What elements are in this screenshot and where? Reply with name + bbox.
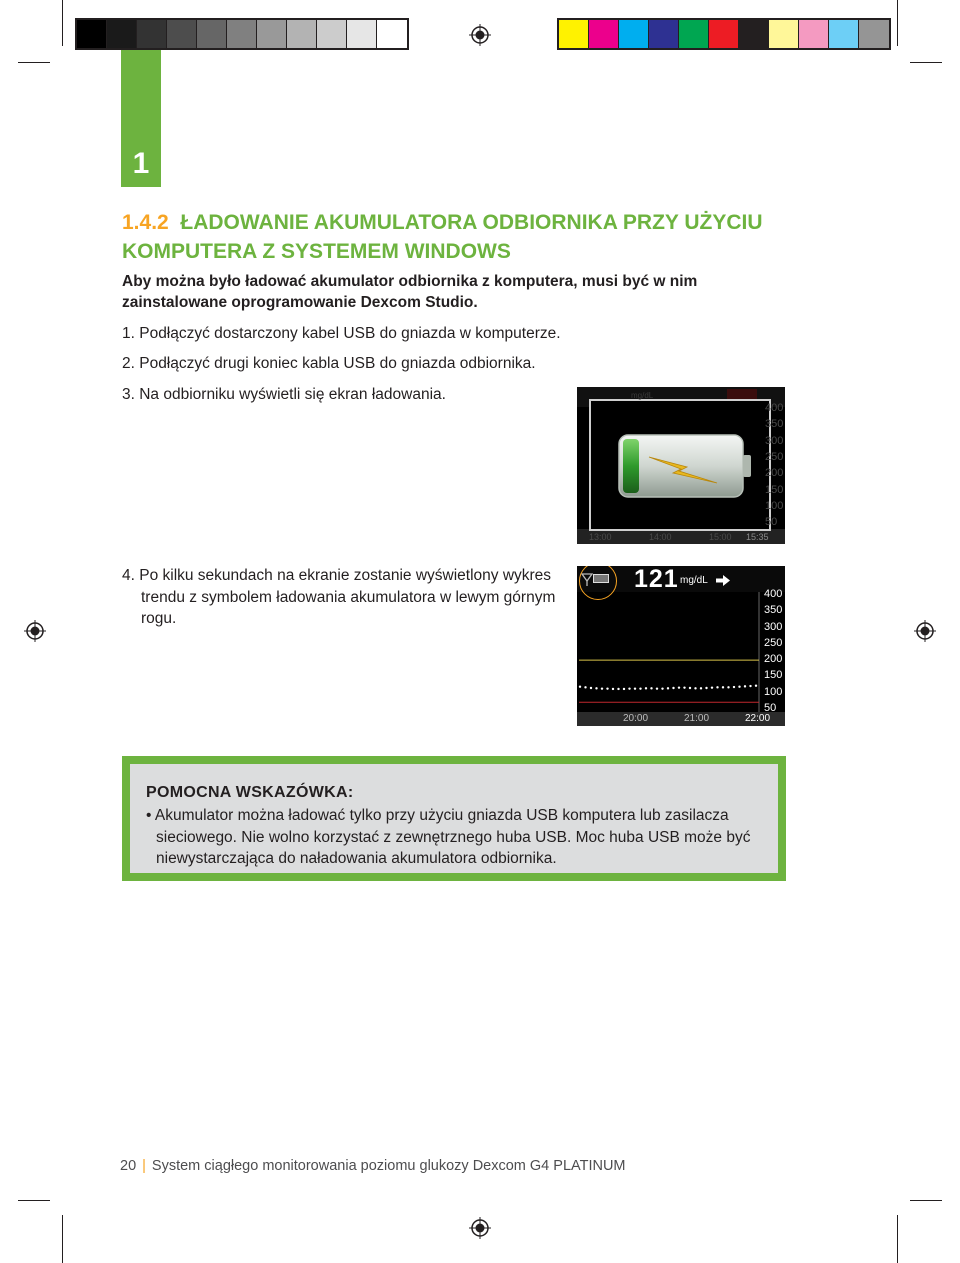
color-swatch (859, 20, 889, 48)
registration-mark-icon (469, 24, 491, 46)
y-tick-label: 200 (765, 467, 784, 480)
y-tick-label: 300 (765, 434, 784, 447)
color-swatch (347, 20, 377, 48)
color-control-bar (557, 18, 891, 50)
glucose-reading-point (716, 686, 718, 688)
x-tick-label: 22:00 (745, 713, 771, 724)
color-swatch (649, 20, 679, 48)
color-swatch (227, 20, 257, 48)
y-tick-label: 150 (764, 669, 783, 682)
color-swatch (739, 20, 769, 48)
x-tick-label: 21:00 (684, 713, 710, 724)
step-3: 3. Na odbiorniku wyświetli się ekran ładowania. (122, 386, 446, 403)
glucose-reading-point (722, 686, 724, 688)
glucose-reading-point (705, 687, 707, 689)
grey-scale-bar (75, 18, 409, 50)
y-tick-label: 300 (764, 620, 783, 633)
battery-charging-icon (619, 435, 751, 497)
color-swatch (77, 20, 107, 48)
x-tick-label: 13:00 (589, 532, 612, 542)
y-tick-label: 250 (765, 450, 784, 463)
chapter-tab (121, 50, 161, 187)
glucose-reading-point (645, 687, 647, 689)
y-tick-label: 100 (764, 685, 783, 698)
glucose-reading-point (733, 686, 735, 688)
y-tick-label: 250 (764, 636, 783, 649)
y-tick-label: 50 (765, 516, 778, 529)
y-tick-label: 400 (765, 402, 784, 414)
footer-text: System ciągłego monitorowania poziomu glukozy Dexcom G4 PLATINUM (151, 1158, 626, 1174)
glucose-reading-point (749, 685, 751, 687)
color-swatch (287, 20, 317, 48)
y-tick-label: 150 (765, 483, 784, 496)
glucose-reading-point (579, 686, 581, 688)
registration-mark-icon (24, 620, 46, 642)
helpful-tip-box (122, 756, 786, 881)
color-swatch (257, 20, 287, 48)
glucose-reading-point (590, 687, 592, 689)
section-number: 1.4.2 (122, 211, 169, 234)
glucose-reading-point (727, 686, 729, 688)
glucose-value: 121 (634, 566, 679, 593)
glucose-reading-point (650, 687, 652, 689)
y-tick-label: 50 (764, 701, 777, 714)
registration-mark-icon (469, 1217, 491, 1239)
glucose-reading-point (612, 688, 614, 690)
y-tick-label: 400 (764, 588, 783, 601)
charging-time: 15:35 (746, 532, 769, 542)
glucose-reading-point (689, 687, 691, 689)
step-1: 1. Podłączyć dostarczony kabel USB do gniazda w komputerze. (122, 325, 561, 342)
glucose-reading-point (601, 687, 603, 689)
chapter-number: 1 (132, 147, 150, 180)
y-tick-label: 100 (765, 499, 784, 512)
y-tick-label: 350 (764, 604, 783, 617)
color-swatch (829, 20, 859, 48)
step-4: 4. Po kilku sekundach na ekranie zostanie wyświetlony wykres trendu z symbolem ładowania akumulatora w lewym górnym rogu. (122, 567, 556, 627)
y-tick-label: 350 (765, 418, 784, 431)
page-number: 20 (120, 1158, 137, 1174)
glucose-reading-point (617, 688, 619, 690)
color-swatch (679, 20, 709, 48)
glucose-reading-point (656, 687, 658, 689)
color-swatch (589, 20, 619, 48)
color-swatch (377, 20, 407, 48)
color-swatch (619, 20, 649, 48)
x-tick-label: 14:00 (649, 532, 672, 542)
glucose-reading-point (678, 686, 680, 688)
intro-text: Aby można było ładować akumulator odbiornika z komputera, musi być w nim zainstalowane oprogramowanie Dexcom Studio. (122, 273, 698, 311)
color-swatch (769, 20, 799, 48)
section-heading (122, 208, 842, 266)
section-title: ŁADOWANIE AKUMULATORA ODBIORNIKA PRZY UŻYCIU KOMPUTERA Z SYSTEMEM WINDOWS (122, 211, 763, 263)
glucose-reading-point (639, 687, 641, 689)
glucose-reading-point (700, 687, 702, 689)
color-swatch (167, 20, 197, 48)
color-swatch (709, 20, 739, 48)
charging-screen (577, 387, 785, 544)
glucose-reading-point (623, 688, 625, 690)
charging-unit: mg/dL (631, 391, 654, 400)
color-swatch (107, 20, 137, 48)
glucose-reading-point (738, 686, 740, 688)
color-swatch (799, 20, 829, 48)
glucose-reading-point (584, 686, 586, 688)
footer-separator: | (142, 1158, 146, 1174)
glucose-reading-point (634, 687, 636, 689)
glucose-reading-point (755, 685, 757, 687)
glucose-reading-point (683, 686, 685, 688)
glucose-reading-point (661, 687, 663, 689)
registration-mark-icon (914, 620, 936, 642)
color-swatch (137, 20, 167, 48)
x-tick-label: 20:00 (623, 713, 649, 724)
y-tick-label: 200 (764, 653, 783, 666)
glucose-reading-point (667, 687, 669, 689)
glucose-reading-point (672, 687, 674, 689)
trend-plot (577, 566, 785, 726)
step-2: 2. Podłączyć drugi koniec kabla USB do gniazda odbiornika. (122, 355, 536, 372)
color-swatch (317, 20, 347, 48)
color-swatch (559, 20, 589, 48)
x-tick-label: 15:00 (709, 532, 732, 542)
tip-text: • Akumulator można ładować tylko przy użyciu gniazda USB komputera lub zasilacza sieciowego. Nie wolno korzystać z zewnętrznego huba USB. Moc huba USB może być niewystarczająca do naładowania akumulatora odbiornika. (146, 807, 751, 867)
glucose-unit: mg/dL (680, 575, 708, 586)
glucose-reading-point (606, 687, 608, 689)
color-swatch (197, 20, 227, 48)
glucose-reading-point (628, 687, 630, 689)
glucose-reading-point (744, 685, 746, 687)
glucose-reading-point (595, 687, 597, 689)
tip-title: POMOCNA WSKAZÓWKA: (146, 784, 354, 801)
glucose-reading-point (694, 687, 696, 689)
glucose-reading-point (711, 686, 713, 688)
page-footer (120, 1158, 626, 1174)
trend-screen (577, 566, 785, 726)
